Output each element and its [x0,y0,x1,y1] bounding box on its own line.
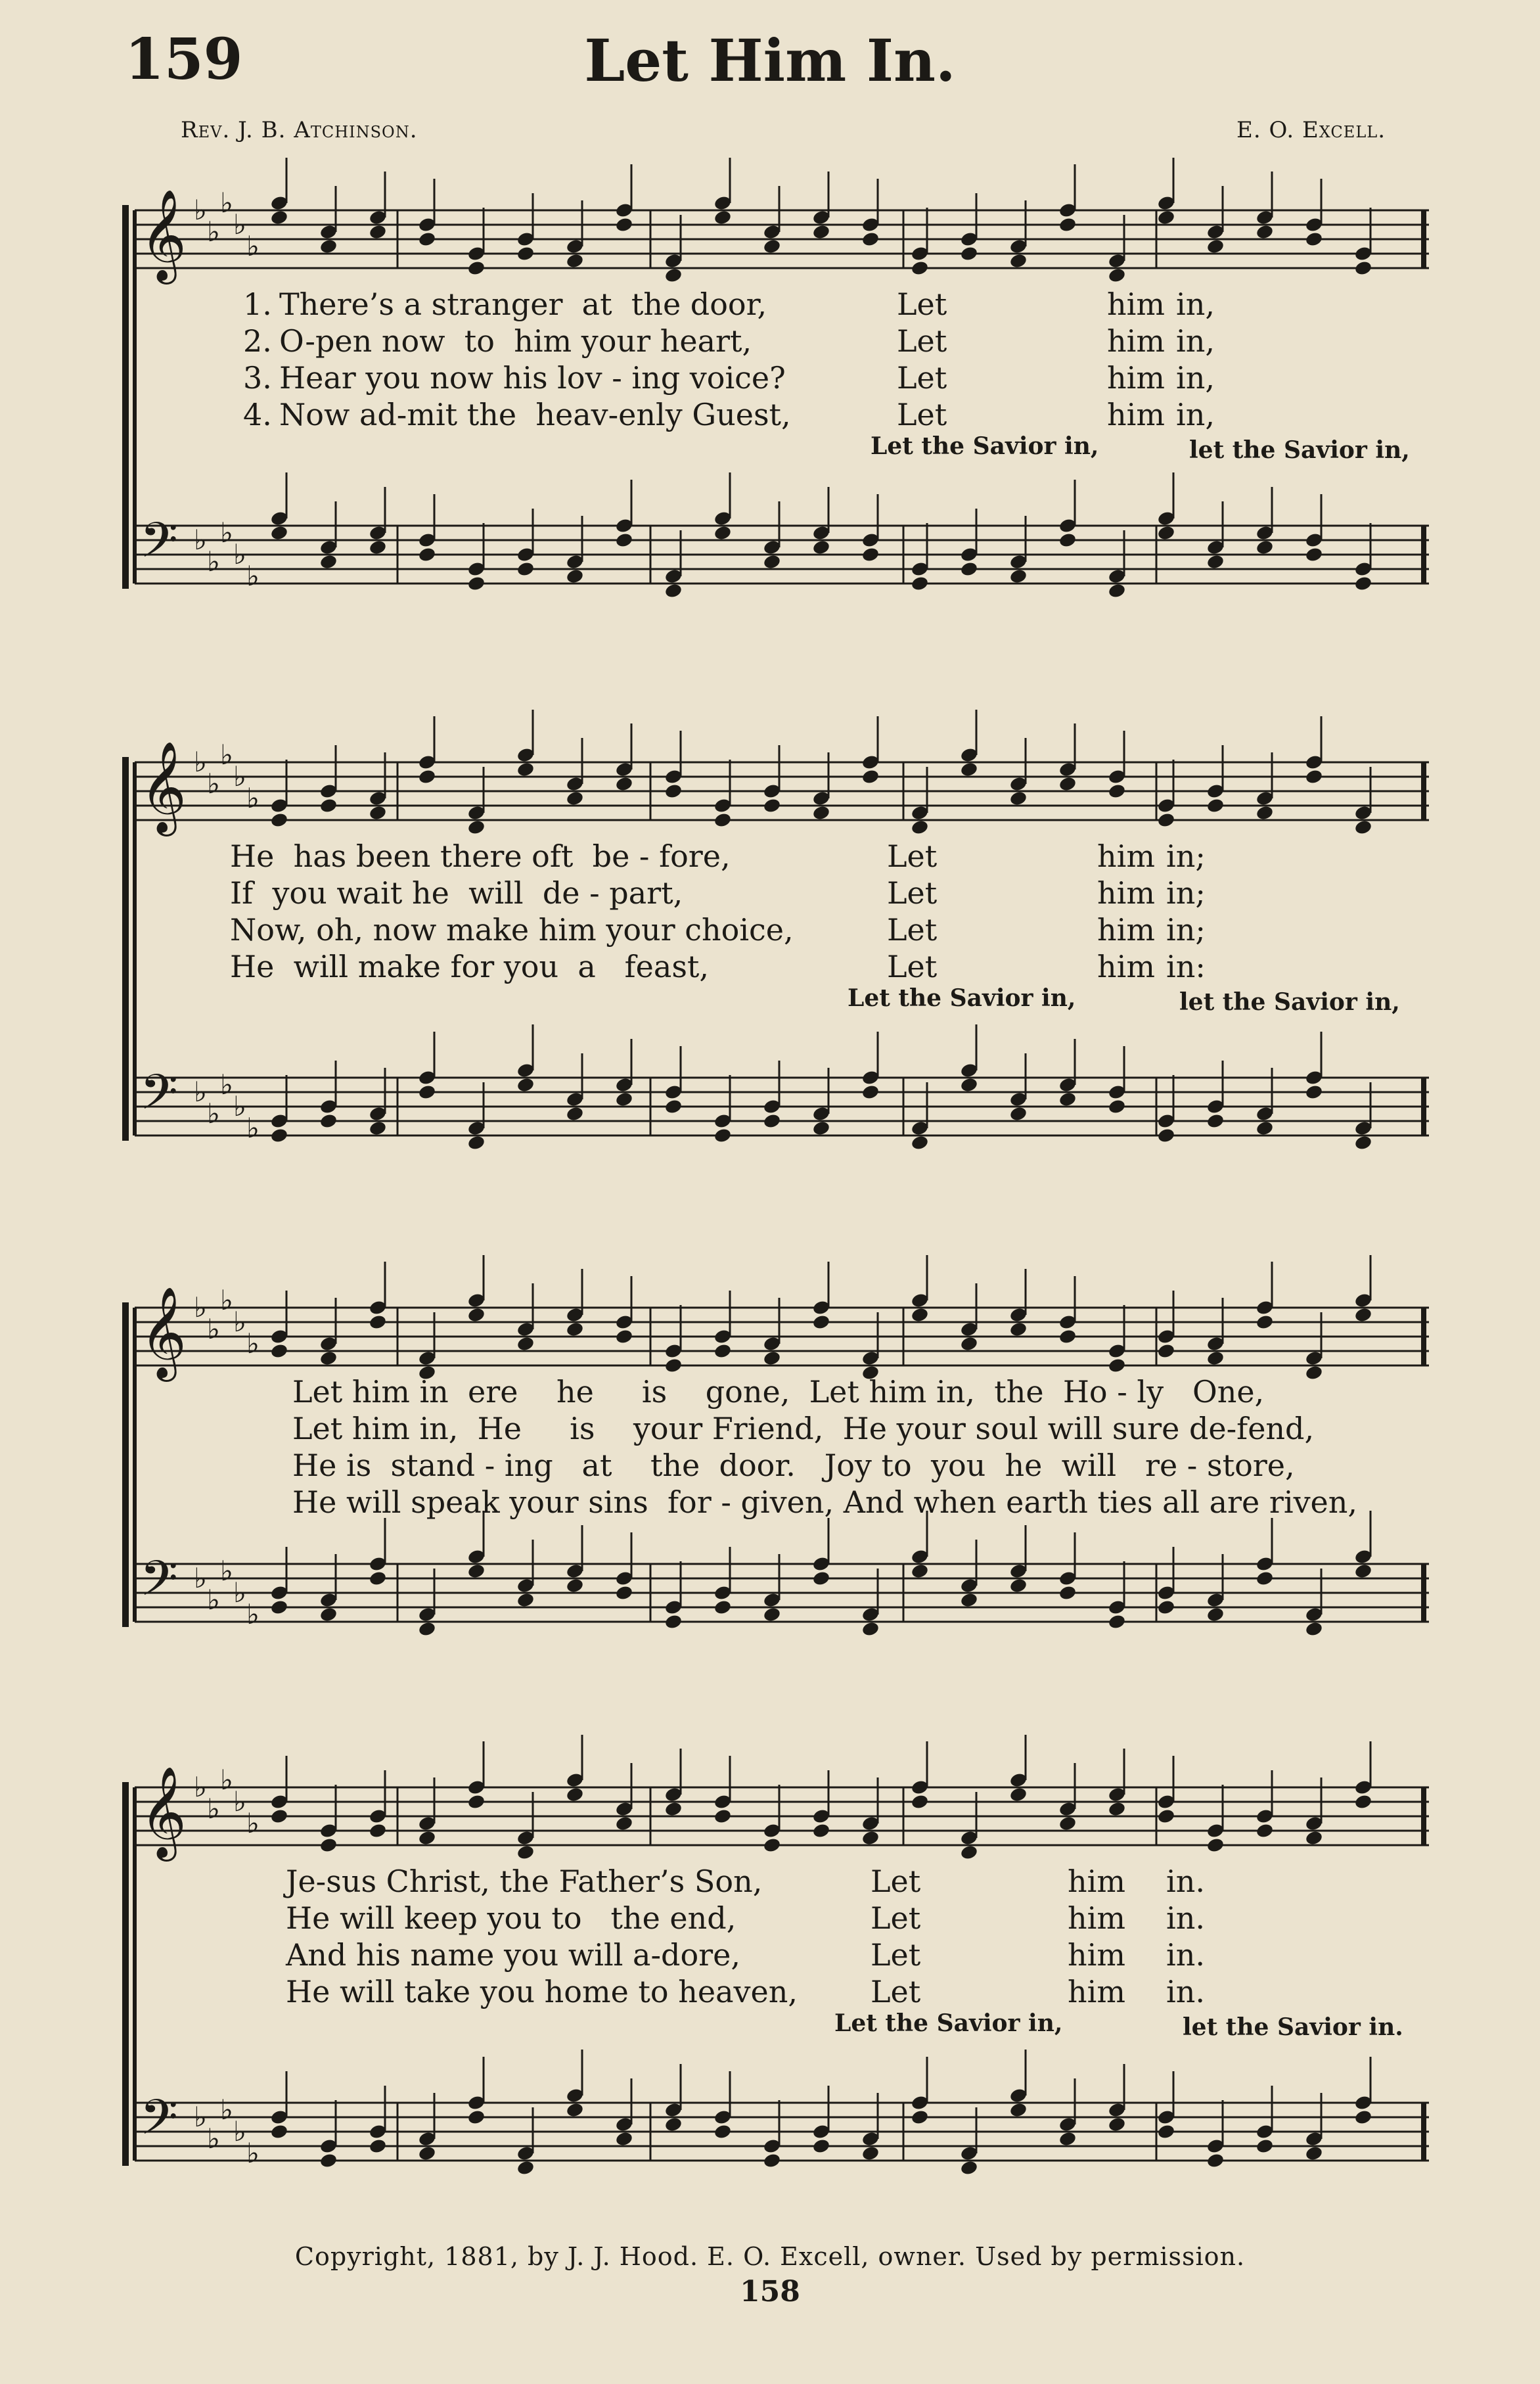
note-head [861,1620,880,1637]
flat-sign: ♭ [207,1097,220,1130]
hymn-title: Let Him In. [584,26,956,95]
flat-sign: ♭ [194,1562,207,1594]
note-head [1157,812,1176,828]
note-head [369,1314,388,1330]
treble-clef: 𝄞 [140,1766,187,1858]
note-head [566,1321,585,1337]
note-head [1157,209,1176,225]
echo-text: Let the Savior in, [834,2009,1063,2037]
note-head [1256,1822,1275,1839]
note-head [763,2152,782,2168]
note-head [418,1620,437,1637]
note-head [1108,783,1127,799]
note-head [1305,1364,1324,1381]
note-head [615,1328,634,1344]
note-head [812,223,831,240]
note-head [861,768,880,785]
note-head [1157,2123,1176,2140]
note-head [1206,1112,1225,1129]
note-head [1354,575,1373,591]
note-head [418,231,437,247]
note-head [566,1105,585,1122]
note-head [1108,582,1127,599]
note-head [1108,1357,1127,1373]
note-head [467,1793,486,1810]
note-head [1206,553,1225,570]
flat-sign: ♭ [233,760,246,792]
flat-sign: ♭ [207,1313,220,1345]
note-head [418,1084,437,1100]
note-head [1108,1098,1127,1114]
note-head [369,804,388,821]
music-system-1: 𝄞 ♭ ♭ ♭ ♭ ♭ 𝄢 ♭ ♭ ♭ ♭ ♭ 1. There’s a stranger at the door, Let him in, 2. O-pen now to him your heart, Let him in, 3. Hear you now his lov - ing voice? Let him in, 4. Now ad-mit the heav-enly Guest, Let him in, Let the Savior in, let the Savior in, [115,158,1455,618]
note-head [812,1570,831,1586]
note-head [418,768,437,785]
note-head [516,561,535,577]
note-head [664,1357,683,1373]
note-head [911,1793,930,1810]
note-head [516,245,535,262]
note-head [516,1844,535,1860]
note-head [1108,1613,1127,1630]
note-head [1305,1829,1324,1846]
note-head [1058,216,1077,233]
flat-sign: ♭ [246,782,260,814]
note-head [270,209,289,225]
note-head [1009,1105,1028,1122]
note-head [812,2138,831,2154]
note-head [812,1314,831,1330]
flat-sign: ♭ [233,208,246,241]
note-head [763,1606,782,1622]
note-head [418,546,437,562]
bass-clef: 𝄢 [140,512,178,581]
note-head [1108,1800,1127,1817]
note-head [516,1076,535,1093]
note-head [1206,1837,1225,1853]
note-head [1009,1321,1028,1337]
note-head [960,1844,979,1860]
note-head [911,819,930,835]
echo-text: let the Savior in, [1189,436,1410,464]
note-head [615,2130,634,2147]
flat-sign: ♭ [220,1284,233,1316]
note-head [615,1091,634,1107]
flat-sign: ♭ [246,560,260,592]
note-head [861,1829,880,1846]
flat-sign: ♭ [246,1807,260,1839]
bass-clef: 𝄢 [140,1064,178,1133]
note-head [664,2116,683,2132]
copyright-notice: Copyright, 1881, by J. J. Hood. E. O. Excell, owner. Used by permission. [294,2242,1246,2271]
note-head [1108,267,1127,283]
note-head [1058,1815,1077,1831]
flat-sign: ♭ [207,545,220,578]
note-head [319,238,338,254]
note-head [1009,568,1028,584]
note-head [615,216,634,233]
flat-sign: ♭ [194,1771,207,1803]
note-head [664,582,683,599]
note-head [960,761,979,777]
note-head [911,260,930,276]
note-head [1256,539,1275,555]
note-head [516,1335,535,1352]
flat-sign: ♭ [220,1555,233,1587]
note-head [1058,2130,1077,2147]
note-head [1058,775,1077,792]
note-head [1354,1306,1373,1323]
note-head [960,1592,979,1608]
note-head [566,1577,585,1593]
note-head [1256,2138,1275,2154]
note-head [763,1350,782,1366]
echo-text: let the Savior in. [1183,2013,1403,2041]
flat-sign: ♭ [233,1576,246,1609]
note-head [467,260,486,276]
treble-clef: 𝄞 [140,1287,187,1378]
note-head [763,238,782,254]
music-system-2: 𝄞 ♭ ♭ ♭ ♭ ♭ 𝄢 ♭ ♭ ♭ ♭ ♭ He has been there oft be - fore, Let him in; If you wait he will de - part, Let him in; Now, oh, now make him your choice, Let him in; He will make for you a feast, Let him in: Let the Savior in, let the Savior in, [115,710,1455,1170]
note-head [369,539,388,555]
note-head [1256,1570,1275,1586]
note-head [270,1808,289,1824]
flat-sign: ♭ [207,1793,220,1825]
note-head [713,1808,733,1824]
note-head [960,1335,979,1352]
note-head [960,245,979,262]
note-head [467,2109,486,2125]
flat-sign: ♭ [233,538,246,570]
note-head [1157,1599,1176,1615]
flat-sign: ♭ [194,746,207,778]
note-head [1305,1084,1324,1100]
note-head [1354,2109,1373,2125]
note-head [467,1134,486,1151]
page-number: 158 [740,2275,800,2308]
note-head [1256,1120,1275,1136]
note-head [960,1076,979,1093]
flat-sign: ♭ [246,1598,260,1630]
note-head [418,1829,437,1846]
note-head [763,797,782,814]
bass-clef: 𝄢 [140,1550,178,1619]
note-head [467,1306,486,1323]
music-system-3: 𝄞 ♭ ♭ ♭ ♭ ♭ 𝄢 ♭ ♭ ♭ ♭ ♭ Let him in ere he is gone, Let him in, the Ho - ly One, Let him in, He is your Friend, He your soul will sure de-fend, He is stand - ing at the door. Joy to you he will re - store, He will speak your sins for - given, And when earth ties all are riven, [115,1255,1455,1662]
note-head [615,775,634,792]
note-head [566,790,585,806]
note-head [664,1613,683,1630]
note-head [664,1800,683,1817]
note-head [713,1342,733,1359]
flat-sign: ♭ [220,1068,233,1101]
note-head [1354,1563,1373,1579]
note-head [763,553,782,570]
flat-sign: ♭ [233,2115,246,2147]
note-head [270,812,289,828]
bass-clef: 𝄢 [140,2089,178,2158]
note-head [664,783,683,799]
note-head [1058,532,1077,548]
note-head [270,1342,289,1359]
flat-sign: ♭ [207,1584,220,1616]
note-head [664,1098,683,1114]
note-head [1305,768,1324,785]
author-credit: Rev. J. B. Atchinson. [181,117,418,143]
flat-sign: ♭ [207,768,220,800]
note-head [713,812,733,828]
note-head [467,819,486,835]
note-head [516,2159,535,2176]
flat-sign: ♭ [220,739,233,771]
note-head [566,568,585,584]
flat-sign: ♭ [194,2101,207,2133]
hymn-number: 159 [125,26,243,93]
echo-text: Let the Savior in, [871,432,1099,460]
note-head [1009,2101,1028,2118]
note-head [1256,1314,1275,1330]
note-head [270,1599,289,1615]
note-head [1305,546,1324,562]
note-head [1009,1577,1028,1593]
note-head [1305,231,1324,247]
note-head [911,1134,930,1151]
note-head [1009,252,1028,269]
echo-text: Let the Savior in, [848,984,1076,1012]
note-head [467,575,486,591]
note-head [763,1112,782,1129]
note-head [1354,819,1373,835]
note-head [812,804,831,821]
note-head [319,1837,338,1853]
note-head [369,1120,388,1136]
treble-clef: 𝄞 [140,741,187,833]
note-head [1009,1786,1028,1802]
flat-sign: ♭ [220,516,233,549]
note-head [516,1592,535,1608]
note-head [319,553,338,570]
note-head [369,2138,388,2154]
note-head [1108,2116,1127,2132]
music-system-4: 𝄞 ♭ ♭ ♭ ♭ ♭ 𝄢 ♭ ♭ ♭ ♭ ♭ Je-sus Christ, the Father’s Son, Let him in. He will keep you to the end, Let him in. And his name you will a-dore, Let him in. He will take you home to heaven, Let him in. Let the Savior in, let the Savior in. [115,1735,1455,2208]
flat-sign: ♭ [233,1785,246,1818]
note-head [1206,238,1225,254]
echo-text: let the Savior in, [1179,988,1400,1016]
flat-sign: ♭ [246,2137,260,2169]
note-head [812,539,831,555]
note-head [1256,804,1275,821]
note-head [1206,797,1225,814]
flat-sign: ♭ [194,524,207,556]
note-head [1206,2152,1225,2168]
note-head [369,1822,388,1839]
note-head [911,2109,930,2125]
flat-sign: ♭ [246,1327,260,1360]
note-head [319,1606,338,1622]
note-head [861,1084,880,1100]
note-head [713,1599,733,1615]
note-head [1206,1606,1225,1622]
note-head [615,1584,634,1601]
note-head [615,1815,634,1831]
flat-sign: ♭ [233,1090,246,1122]
note-head [1009,790,1028,806]
note-head [911,1306,930,1323]
note-head [763,1837,782,1853]
note-head [1058,1091,1077,1107]
note-head [1157,1127,1176,1143]
note-head [1157,1342,1176,1359]
note-head [664,267,683,283]
note-head [615,532,634,548]
note-head [319,1112,338,1129]
note-head [713,1127,733,1143]
note-head [861,231,880,247]
note-head [1206,1350,1225,1366]
note-head [713,524,733,541]
note-head [319,797,338,814]
flat-sign: ♭ [220,1764,233,1796]
note-head [566,252,585,269]
flat-sign: ♭ [194,194,207,226]
note-head [1157,524,1176,541]
note-head [960,2159,979,2176]
note-head [713,2123,733,2140]
flat-sign: ♭ [233,1306,246,1338]
flat-sign: ♭ [194,1076,207,1108]
note-head [1058,1328,1077,1344]
flat-sign: ♭ [207,2122,220,2155]
note-head [270,1127,289,1143]
note-head [418,2145,437,2161]
flat-sign: ♭ [220,2094,233,2126]
note-head [1058,1584,1077,1601]
flat-sign: ♭ [246,230,260,262]
note-head [861,2145,880,2161]
note-head [1354,1793,1373,1810]
note-head [1305,2145,1324,2161]
note-head [1354,260,1373,276]
treble-clef: 𝄞 [140,189,187,281]
composer-credit: E. O. Excell. [1236,117,1386,143]
note-head [1305,1620,1324,1637]
note-head [566,1786,585,1802]
flat-sign: ♭ [194,1291,207,1323]
flat-sign: ♭ [220,187,233,219]
flat-sign: ♭ [207,216,220,248]
note-head [713,209,733,225]
note-head [812,1120,831,1136]
note-head [319,2152,338,2168]
note-head [369,223,388,240]
note-head [1354,1134,1373,1151]
flat-sign: ♭ [246,1112,260,1144]
note-head [516,761,535,777]
note-head [369,1570,388,1586]
note-head [911,575,930,591]
note-head [319,1350,338,1366]
note-head [270,2123,289,2140]
note-head [960,561,979,577]
note-head [911,1563,930,1579]
note-head [812,1822,831,1839]
note-head [467,1563,486,1579]
note-head [566,2101,585,2118]
note-head [270,524,289,541]
note-head [861,546,880,562]
note-head [1256,223,1275,240]
note-head [1157,1808,1176,1824]
